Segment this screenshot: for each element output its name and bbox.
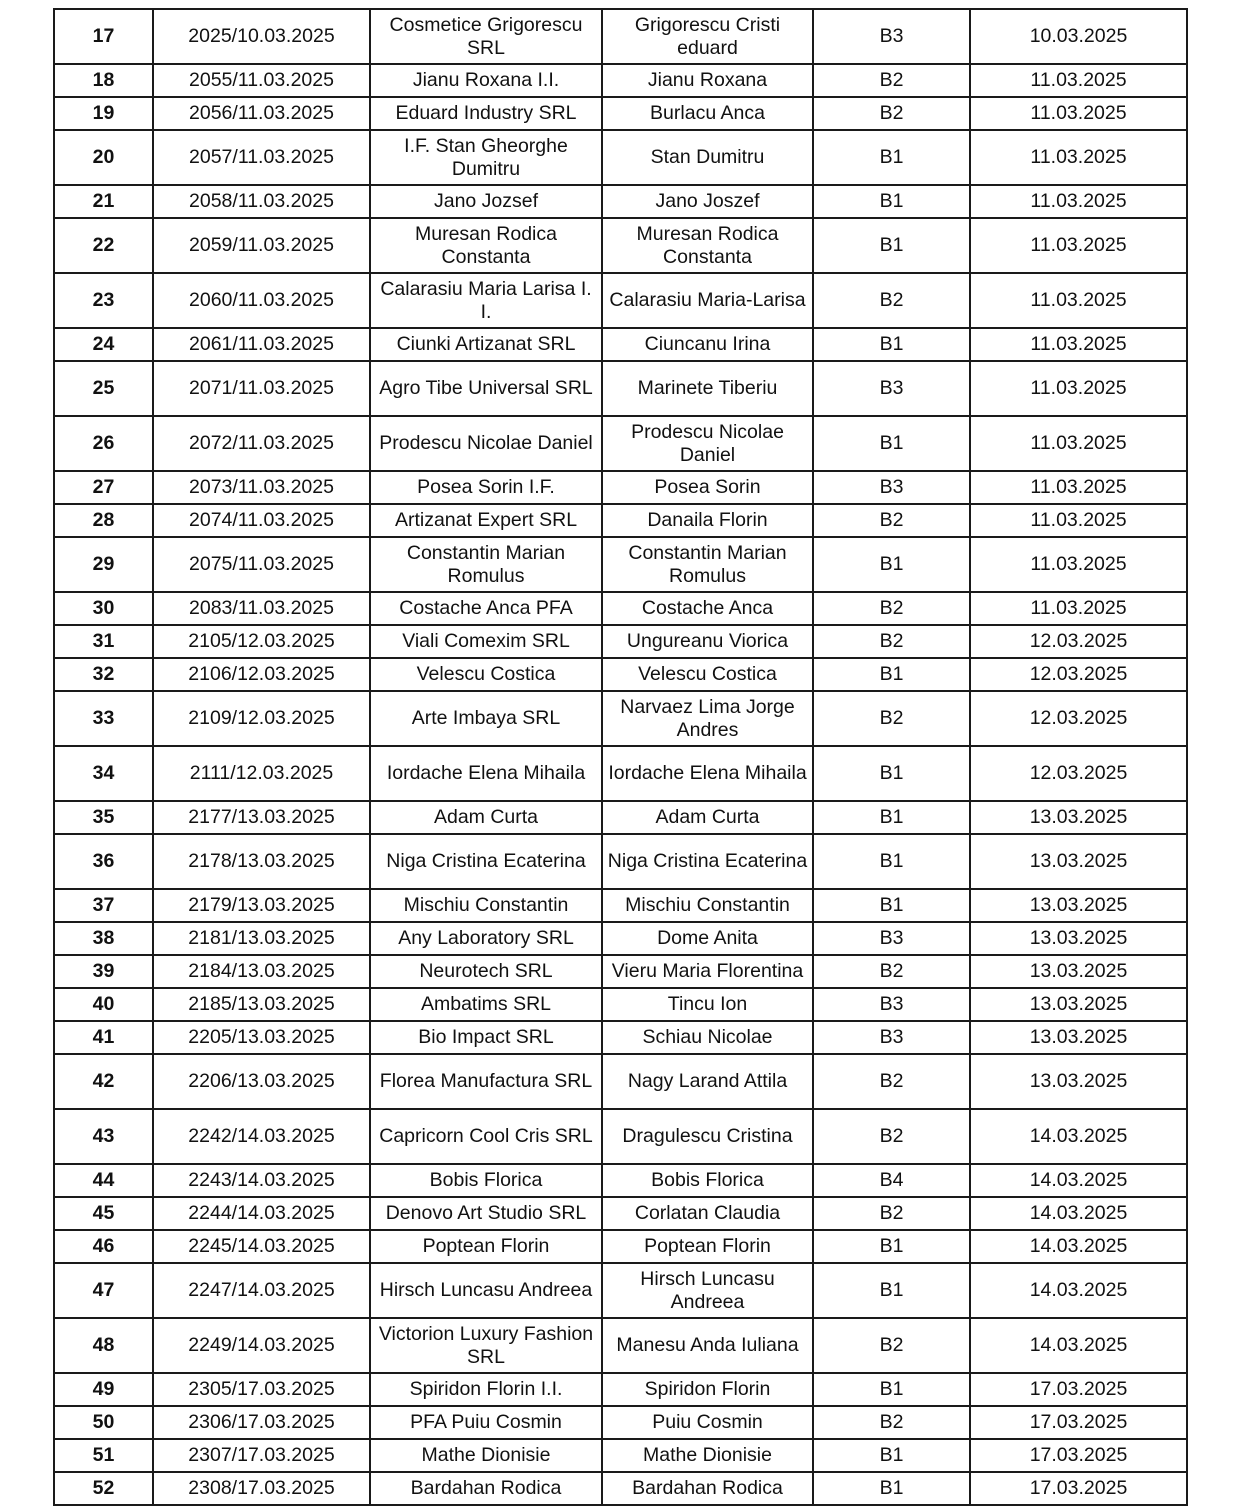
date-cell: 14.03.2025: [970, 1109, 1187, 1164]
registration-number-cell: 2305/17.03.2025: [153, 1373, 370, 1406]
table-row: [54, 1109, 1187, 1164]
class-cell: B3: [813, 1021, 970, 1054]
row-number-cell: 24: [54, 328, 153, 361]
date-cell: 11.03.2025: [970, 97, 1187, 130]
class-cell: B2: [813, 64, 970, 97]
table-row: [54, 218, 1187, 273]
class-cell: B1: [813, 537, 970, 592]
row-number-cell: 42: [54, 1054, 153, 1109]
registration-number-cell: 2306/17.03.2025: [153, 1406, 370, 1439]
person-name-cell: Dragulescu Cristina: [602, 1109, 813, 1164]
class-cell: B1: [813, 130, 970, 185]
company-name-cell: Spiridon Florin I.I.: [370, 1373, 602, 1406]
person-name-cell: Muresan Rodica Constanta: [602, 218, 813, 273]
company-name-cell: Hirsch Luncasu Andreea: [370, 1263, 602, 1318]
class-cell: B3: [813, 9, 970, 64]
row-number-cell: 40: [54, 988, 153, 1021]
person-name-cell: Poptean Florin: [602, 1230, 813, 1263]
row-number-cell: 32: [54, 658, 153, 691]
person-name-cell: Puiu Cosmin: [602, 1406, 813, 1439]
table-row: [54, 955, 1187, 988]
company-name-cell: I.F. Stan Gheorghe Dumitru: [370, 130, 602, 185]
row-number-cell: 25: [54, 361, 153, 416]
date-cell: 13.03.2025: [970, 1021, 1187, 1054]
row-number-cell: 36: [54, 834, 153, 889]
table-row: [54, 416, 1187, 471]
class-cell: B1: [813, 1373, 970, 1406]
person-name-cell: Jianu Roxana: [602, 64, 813, 97]
company-name-cell: Victorion Luxury Fashion SRL: [370, 1318, 602, 1373]
person-name-cell: Stan Dumitru: [602, 130, 813, 185]
table-row: [54, 64, 1187, 97]
class-cell: B2: [813, 1406, 970, 1439]
row-number-cell: 21: [54, 185, 153, 218]
company-name-cell: PFA Puiu Cosmin: [370, 1406, 602, 1439]
company-name-cell: Cosmetice Grigorescu SRL: [370, 9, 602, 64]
date-cell: 11.03.2025: [970, 416, 1187, 471]
class-cell: B2: [813, 97, 970, 130]
date-cell: 12.03.2025: [970, 691, 1187, 746]
company-name-cell: Iordache Elena Mihaila: [370, 746, 602, 801]
registration-number-cell: 2111/12.03.2025: [153, 746, 370, 801]
table-row: [54, 1318, 1187, 1373]
date-cell: 13.03.2025: [970, 889, 1187, 922]
table-row: [54, 1406, 1187, 1439]
table-row: [54, 922, 1187, 955]
class-cell: B1: [813, 1439, 970, 1472]
date-cell: 10.03.2025: [970, 9, 1187, 64]
registration-number-cell: 2244/14.03.2025: [153, 1197, 370, 1230]
company-name-cell: Poptean Florin: [370, 1230, 602, 1263]
row-number-cell: 39: [54, 955, 153, 988]
company-name-cell: Mathe Dionisie: [370, 1439, 602, 1472]
table-row: [54, 1164, 1187, 1197]
registration-number-cell: 2177/13.03.2025: [153, 801, 370, 834]
date-cell: 11.03.2025: [970, 218, 1187, 273]
person-name-cell: Mathe Dionisie: [602, 1439, 813, 1472]
date-cell: 14.03.2025: [970, 1164, 1187, 1197]
registration-number-cell: 2074/11.03.2025: [153, 504, 370, 537]
class-cell: B3: [813, 361, 970, 416]
date-cell: 11.03.2025: [970, 592, 1187, 625]
class-cell: B2: [813, 1318, 970, 1373]
date-cell: 11.03.2025: [970, 504, 1187, 537]
company-name-cell: Arte Imbaya SRL: [370, 691, 602, 746]
person-name-cell: Iordache Elena Mihaila: [602, 746, 813, 801]
row-number-cell: 19: [54, 97, 153, 130]
date-cell: 13.03.2025: [970, 801, 1187, 834]
date-cell: 12.03.2025: [970, 658, 1187, 691]
date-cell: 11.03.2025: [970, 273, 1187, 328]
registration-number-cell: 2083/11.03.2025: [153, 592, 370, 625]
row-number-cell: 44: [54, 1164, 153, 1197]
company-name-cell: Costache Anca PFA: [370, 592, 602, 625]
company-name-cell: Viali Comexim SRL: [370, 625, 602, 658]
date-cell: 11.03.2025: [970, 328, 1187, 361]
table-row: [54, 1472, 1187, 1505]
row-number-cell: 45: [54, 1197, 153, 1230]
table-row: [54, 625, 1187, 658]
company-name-cell: Artizanat Expert SRL: [370, 504, 602, 537]
company-name-cell: Neurotech SRL: [370, 955, 602, 988]
table-row: [54, 1263, 1187, 1318]
person-name-cell: Velescu Costica: [602, 658, 813, 691]
table-body: [54, 9, 1187, 1505]
date-cell: 17.03.2025: [970, 1472, 1187, 1505]
person-name-cell: Vieru Maria Florentina: [602, 955, 813, 988]
class-cell: B1: [813, 416, 970, 471]
table-row: [54, 9, 1187, 64]
registration-number-cell: 2059/11.03.2025: [153, 218, 370, 273]
row-number-cell: 30: [54, 592, 153, 625]
table-row: [54, 328, 1187, 361]
class-cell: B1: [813, 889, 970, 922]
class-cell: B1: [813, 801, 970, 834]
person-name-cell: Nagy Larand Attila: [602, 1054, 813, 1109]
company-name-cell: Jianu Roxana I.I.: [370, 64, 602, 97]
company-name-cell: Constantin Marian Romulus: [370, 537, 602, 592]
date-cell: 12.03.2025: [970, 625, 1187, 658]
registration-number-cell: 2071/11.03.2025: [153, 361, 370, 416]
person-name-cell: Spiridon Florin: [602, 1373, 813, 1406]
table-row: [54, 1197, 1187, 1230]
table-row: [54, 1230, 1187, 1263]
registration-number-cell: 2060/11.03.2025: [153, 273, 370, 328]
class-cell: B2: [813, 1054, 970, 1109]
table-row: [54, 537, 1187, 592]
company-name-cell: Bio Impact SRL: [370, 1021, 602, 1054]
registration-number-cell: 2072/11.03.2025: [153, 416, 370, 471]
registration-number-cell: 2308/17.03.2025: [153, 1472, 370, 1505]
class-cell: B2: [813, 504, 970, 537]
registration-number-cell: 2184/13.03.2025: [153, 955, 370, 988]
company-name-cell: Bobis Florica: [370, 1164, 602, 1197]
class-cell: B1: [813, 1472, 970, 1505]
table-row: [54, 97, 1187, 130]
table-row: [54, 361, 1187, 416]
company-name-cell: Adam Curta: [370, 801, 602, 834]
row-number-cell: 28: [54, 504, 153, 537]
row-number-cell: 29: [54, 537, 153, 592]
registration-number-cell: 2205/13.03.2025: [153, 1021, 370, 1054]
row-number-cell: 51: [54, 1439, 153, 1472]
registration-number-cell: 2075/11.03.2025: [153, 537, 370, 592]
class-cell: B4: [813, 1164, 970, 1197]
person-name-cell: Tincu Ion: [602, 988, 813, 1021]
class-cell: B2: [813, 592, 970, 625]
date-cell: 12.03.2025: [970, 746, 1187, 801]
row-number-cell: 34: [54, 746, 153, 801]
company-name-cell: Jano Jozsef: [370, 185, 602, 218]
row-number-cell: 22: [54, 218, 153, 273]
registration-number-cell: 2206/13.03.2025: [153, 1054, 370, 1109]
class-cell: B3: [813, 471, 970, 504]
company-name-cell: Velescu Costica: [370, 658, 602, 691]
person-name-cell: Burlacu Anca: [602, 97, 813, 130]
row-number-cell: 18: [54, 64, 153, 97]
date-cell: 13.03.2025: [970, 1054, 1187, 1109]
date-cell: 17.03.2025: [970, 1439, 1187, 1472]
registration-number-cell: 2242/14.03.2025: [153, 1109, 370, 1164]
class-cell: B1: [813, 328, 970, 361]
class-cell: B2: [813, 955, 970, 988]
table-row: [54, 746, 1187, 801]
person-name-cell: Grigorescu Cristi eduard: [602, 9, 813, 64]
person-name-cell: Calarasiu Maria-Larisa: [602, 273, 813, 328]
row-number-cell: 26: [54, 416, 153, 471]
person-name-cell: Posea Sorin: [602, 471, 813, 504]
row-number-cell: 31: [54, 625, 153, 658]
table-row: [54, 471, 1187, 504]
table-row: [54, 889, 1187, 922]
date-cell: 14.03.2025: [970, 1197, 1187, 1230]
person-name-cell: Adam Curta: [602, 801, 813, 834]
table-row: [54, 658, 1187, 691]
company-name-cell: Bardahan Rodica: [370, 1472, 602, 1505]
company-name-cell: Posea Sorin I.F.: [370, 471, 602, 504]
company-name-cell: Capricorn Cool Cris SRL: [370, 1109, 602, 1164]
class-cell: B2: [813, 625, 970, 658]
registration-table: [53, 8, 1188, 1506]
table-row: [54, 1054, 1187, 1109]
registration-number-cell: 2061/11.03.2025: [153, 328, 370, 361]
company-name-cell: Eduard Industry SRL: [370, 97, 602, 130]
row-number-cell: 37: [54, 889, 153, 922]
person-name-cell: Mischiu Constantin: [602, 889, 813, 922]
company-name-cell: Ciunki Artizanat SRL: [370, 328, 602, 361]
registration-number-cell: 2247/14.03.2025: [153, 1263, 370, 1318]
table-row: [54, 691, 1187, 746]
company-name-cell: Calarasiu Maria Larisa I. I.: [370, 273, 602, 328]
registration-number-cell: 2181/13.03.2025: [153, 922, 370, 955]
person-name-cell: Bobis Florica: [602, 1164, 813, 1197]
class-cell: B1: [813, 185, 970, 218]
class-cell: B1: [813, 834, 970, 889]
date-cell: 17.03.2025: [970, 1373, 1187, 1406]
person-name-cell: Ciuncanu Irina: [602, 328, 813, 361]
table-row: [54, 988, 1187, 1021]
registration-number-cell: 2105/12.03.2025: [153, 625, 370, 658]
table-row: [54, 801, 1187, 834]
row-number-cell: 47: [54, 1263, 153, 1318]
registration-number-cell: 2058/11.03.2025: [153, 185, 370, 218]
company-name-cell: Ambatims SRL: [370, 988, 602, 1021]
class-cell: B2: [813, 1109, 970, 1164]
row-number-cell: 49: [54, 1373, 153, 1406]
class-cell: B2: [813, 273, 970, 328]
registration-number-cell: 2185/13.03.2025: [153, 988, 370, 1021]
registration-number-cell: 2056/11.03.2025: [153, 97, 370, 130]
table-row: [54, 834, 1187, 889]
date-cell: 11.03.2025: [970, 471, 1187, 504]
registration-number-cell: 2055/11.03.2025: [153, 64, 370, 97]
company-name-cell: Agro Tibe Universal SRL: [370, 361, 602, 416]
date-cell: 11.03.2025: [970, 537, 1187, 592]
registration-number-cell: 2025/10.03.2025: [153, 9, 370, 64]
company-name-cell: Prodescu Nicolae Daniel: [370, 416, 602, 471]
date-cell: 13.03.2025: [970, 955, 1187, 988]
person-name-cell: Manesu Anda Iuliana: [602, 1318, 813, 1373]
person-name-cell: Prodescu Nicolae Daniel: [602, 416, 813, 471]
person-name-cell: Schiau Nicolae: [602, 1021, 813, 1054]
person-name-cell: Marinete Tiberiu: [602, 361, 813, 416]
class-cell: B1: [813, 658, 970, 691]
row-number-cell: 46: [54, 1230, 153, 1263]
person-name-cell: Constantin Marian Romulus: [602, 537, 813, 592]
company-name-cell: Any Laboratory SRL: [370, 922, 602, 955]
date-cell: 11.03.2025: [970, 64, 1187, 97]
class-cell: B3: [813, 922, 970, 955]
table-row: [54, 1439, 1187, 1472]
registration-number-cell: 2178/13.03.2025: [153, 834, 370, 889]
company-name-cell: Denovo Art Studio SRL: [370, 1197, 602, 1230]
date-cell: 11.03.2025: [970, 130, 1187, 185]
class-cell: B3: [813, 988, 970, 1021]
date-cell: 14.03.2025: [970, 1318, 1187, 1373]
table-row: [54, 273, 1187, 328]
person-name-cell: Niga Cristina Ecaterina: [602, 834, 813, 889]
row-number-cell: 52: [54, 1472, 153, 1505]
date-cell: 13.03.2025: [970, 834, 1187, 889]
registration-number-cell: 2249/14.03.2025: [153, 1318, 370, 1373]
person-name-cell: Jano Joszef: [602, 185, 813, 218]
person-name-cell: Dome Anita: [602, 922, 813, 955]
table-row: [54, 130, 1187, 185]
class-cell: B1: [813, 1263, 970, 1318]
date-cell: 11.03.2025: [970, 361, 1187, 416]
row-number-cell: 33: [54, 691, 153, 746]
date-cell: 17.03.2025: [970, 1406, 1187, 1439]
row-number-cell: 17: [54, 9, 153, 64]
row-number-cell: 20: [54, 130, 153, 185]
person-name-cell: Narvaez Lima Jorge Andres: [602, 691, 813, 746]
row-number-cell: 27: [54, 471, 153, 504]
class-cell: B1: [813, 1230, 970, 1263]
registration-number-cell: 2073/11.03.2025: [153, 471, 370, 504]
date-cell: 11.03.2025: [970, 185, 1187, 218]
registration-number-cell: 2243/14.03.2025: [153, 1164, 370, 1197]
class-cell: B2: [813, 1197, 970, 1230]
registration-number-cell: 2057/11.03.2025: [153, 130, 370, 185]
person-name-cell: Ungureanu Viorica: [602, 625, 813, 658]
row-number-cell: 43: [54, 1109, 153, 1164]
registration-number-cell: 2106/12.03.2025: [153, 658, 370, 691]
table-row: [54, 185, 1187, 218]
row-number-cell: 50: [54, 1406, 153, 1439]
person-name-cell: Costache Anca: [602, 592, 813, 625]
date-cell: 13.03.2025: [970, 922, 1187, 955]
date-cell: 14.03.2025: [970, 1230, 1187, 1263]
table-row: [54, 1373, 1187, 1406]
company-name-cell: Niga Cristina Ecaterina: [370, 834, 602, 889]
class-cell: B2: [813, 691, 970, 746]
date-cell: 13.03.2025: [970, 988, 1187, 1021]
person-name-cell: Corlatan Claudia: [602, 1197, 813, 1230]
person-name-cell: Hirsch Luncasu Andreea: [602, 1263, 813, 1318]
row-number-cell: 35: [54, 801, 153, 834]
table-row: [54, 1021, 1187, 1054]
table-row: [54, 504, 1187, 537]
row-number-cell: 41: [54, 1021, 153, 1054]
company-name-cell: Mischiu Constantin: [370, 889, 602, 922]
registration-number-cell: 2245/14.03.2025: [153, 1230, 370, 1263]
registration-number-cell: 2179/13.03.2025: [153, 889, 370, 922]
company-name-cell: Muresan Rodica Constanta: [370, 218, 602, 273]
row-number-cell: 23: [54, 273, 153, 328]
date-cell: 14.03.2025: [970, 1263, 1187, 1318]
row-number-cell: 48: [54, 1318, 153, 1373]
registration-number-cell: 2307/17.03.2025: [153, 1439, 370, 1472]
company-name-cell: Florea Manufactura SRL: [370, 1054, 602, 1109]
class-cell: B1: [813, 746, 970, 801]
person-name-cell: Bardahan Rodica: [602, 1472, 813, 1505]
class-cell: B1: [813, 218, 970, 273]
person-name-cell: Danaila Florin: [602, 504, 813, 537]
table-row: [54, 592, 1187, 625]
registration-number-cell: 2109/12.03.2025: [153, 691, 370, 746]
row-number-cell: 38: [54, 922, 153, 955]
